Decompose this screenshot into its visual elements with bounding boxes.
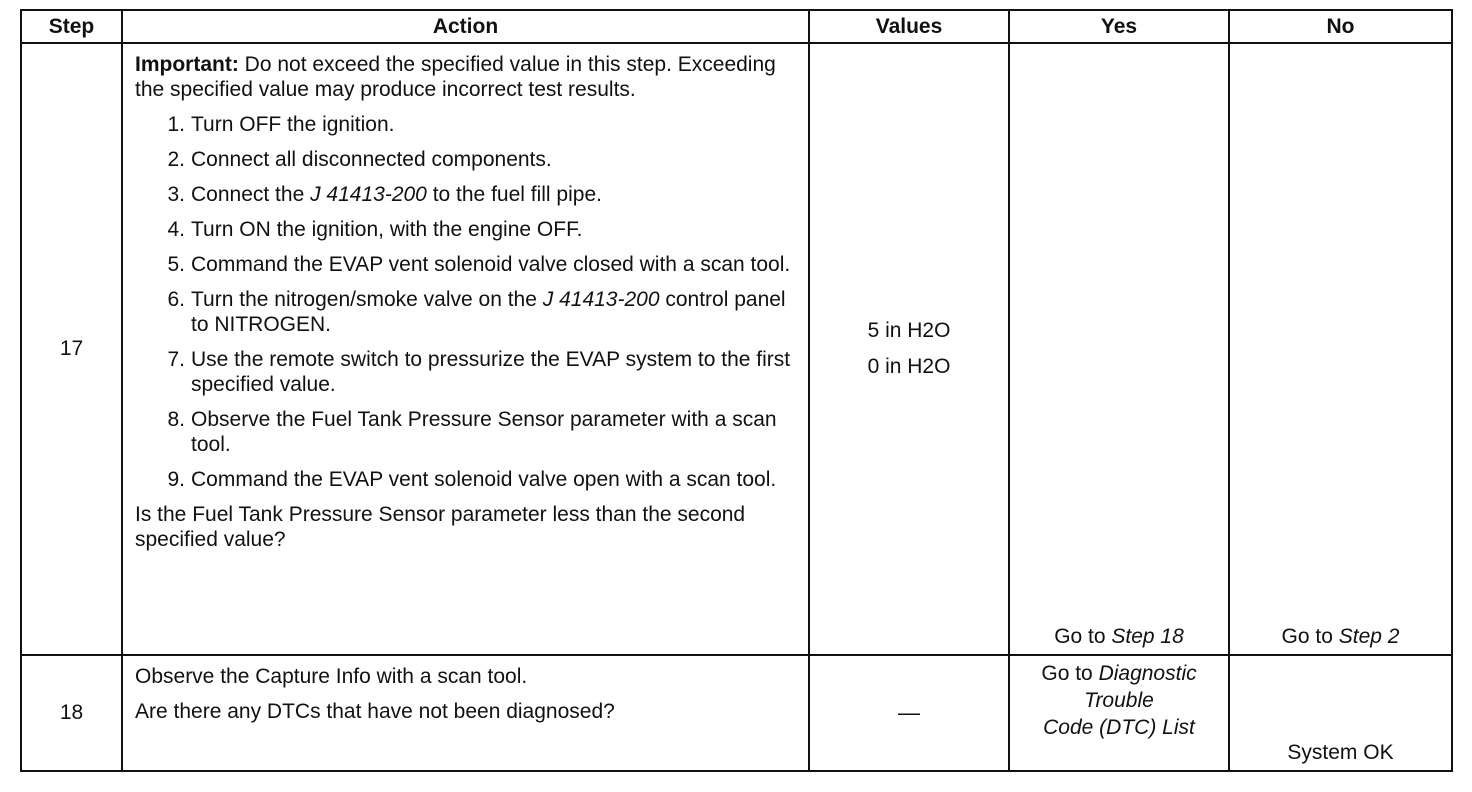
important-text: Do not exceed the specified value in this step. Exceeding the specified value may produce incorrect test results. — [135, 53, 776, 101]
value-dash: — — [898, 699, 920, 725]
list-item — [135, 147, 798, 172]
list-item — [135, 467, 798, 492]
action-steps-list — [135, 112, 798, 492]
important-label: Important: — [135, 53, 239, 76]
table-row-step-18 — [21, 655, 1452, 771]
step-number: 18 — [21, 655, 122, 771]
dtc-list-link-line2[interactable]: Trouble — [1084, 689, 1154, 712]
list-item-number: 1. — [167, 113, 185, 136]
step-number: 17 — [21, 43, 122, 655]
question-text: Is the Fuel Tank Pressure Sensor parameter less than the second specified value? — [135, 503, 746, 551]
list-item-number: 3. — [167, 183, 185, 206]
list-item-text: to the fuel fill pipe. — [426, 183, 602, 206]
list-item-number: 5. — [167, 253, 185, 276]
list-item-text: control panel to NITROGEN. — [191, 288, 786, 336]
header-values: Values — [809, 10, 1009, 43]
list-item-number: 4. — [167, 218, 185, 241]
no-cell: System OK — [1229, 655, 1452, 771]
values-cell — [809, 43, 1009, 655]
step-2-link[interactable]: Step 2 — [1338, 625, 1400, 648]
question-text: Are there any DTCs that have not been diagnosed? — [135, 700, 615, 723]
list-item-text: Turn OFF the ignition. — [191, 113, 395, 136]
values-cell — [809, 655, 1009, 771]
list-item — [135, 347, 798, 397]
list-item-number: 8. — [167, 408, 185, 431]
table-row-step-17 — [21, 43, 1452, 655]
yes-cell — [1009, 655, 1229, 771]
yes-cell — [1009, 43, 1229, 655]
header-yes: Yes — [1009, 10, 1229, 43]
list-item-text: Turn the nitrogen/smoke valve on the — [191, 288, 543, 311]
list-item-text: Command the EVAP vent solenoid valve open with a scan tool. — [191, 468, 777, 491]
value-first: 5 in H2O — [867, 319, 951, 342]
header-action: Action — [122, 10, 809, 43]
list-item-number: 2. — [167, 148, 185, 171]
dtc-list-link-line3[interactable]: Code (DTC) List — [1043, 716, 1195, 739]
list-item-number: 6. — [167, 288, 185, 311]
no-prefix: Go to — [1281, 625, 1339, 648]
list-item-text: Turn ON the ignition, with the engine OFF. — [191, 218, 583, 241]
tool-reference: J 41413-200 — [542, 288, 660, 311]
action-cell — [122, 655, 809, 771]
action-line: Observe the Capture Info with a scan tool. — [135, 665, 528, 688]
list-item-text: Connect all disconnected components. — [191, 148, 552, 171]
list-item-text: Use the remote switch to pressurize the EVAP system to the first specified value. — [191, 348, 791, 396]
list-item — [135, 112, 798, 137]
list-item-text: Connect the — [191, 183, 311, 206]
header-row — [21, 10, 1452, 43]
header-step: Step — [21, 10, 122, 43]
important-note — [135, 52, 798, 102]
step-18-link[interactable]: Step 18 — [1111, 625, 1184, 648]
no-cell — [1229, 43, 1452, 655]
value-second: 0 in H2O — [867, 355, 951, 378]
yes-prefix: Go to — [1041, 662, 1099, 685]
list-item — [135, 182, 798, 207]
list-item — [135, 407, 798, 457]
list-item-number: 9. — [167, 468, 185, 491]
list-item — [135, 287, 798, 337]
list-item — [135, 217, 798, 242]
list-item-text: Observe the Fuel Tank Pressure Sensor parameter with a scan tool. — [191, 408, 777, 456]
list-item — [135, 252, 798, 277]
yes-prefix: Go to — [1054, 625, 1112, 648]
list-item-text: Command the EVAP vent solenoid valve closed with a scan tool. — [191, 253, 791, 276]
diagnostic-procedure-table — [20, 9, 1453, 772]
list-item-number: 7. — [167, 348, 185, 371]
action-cell — [122, 43, 809, 655]
header-no: No — [1229, 10, 1452, 43]
dtc-list-link[interactable]: Diagnostic — [1098, 662, 1197, 685]
tool-reference: J 41413-200 — [310, 183, 427, 206]
